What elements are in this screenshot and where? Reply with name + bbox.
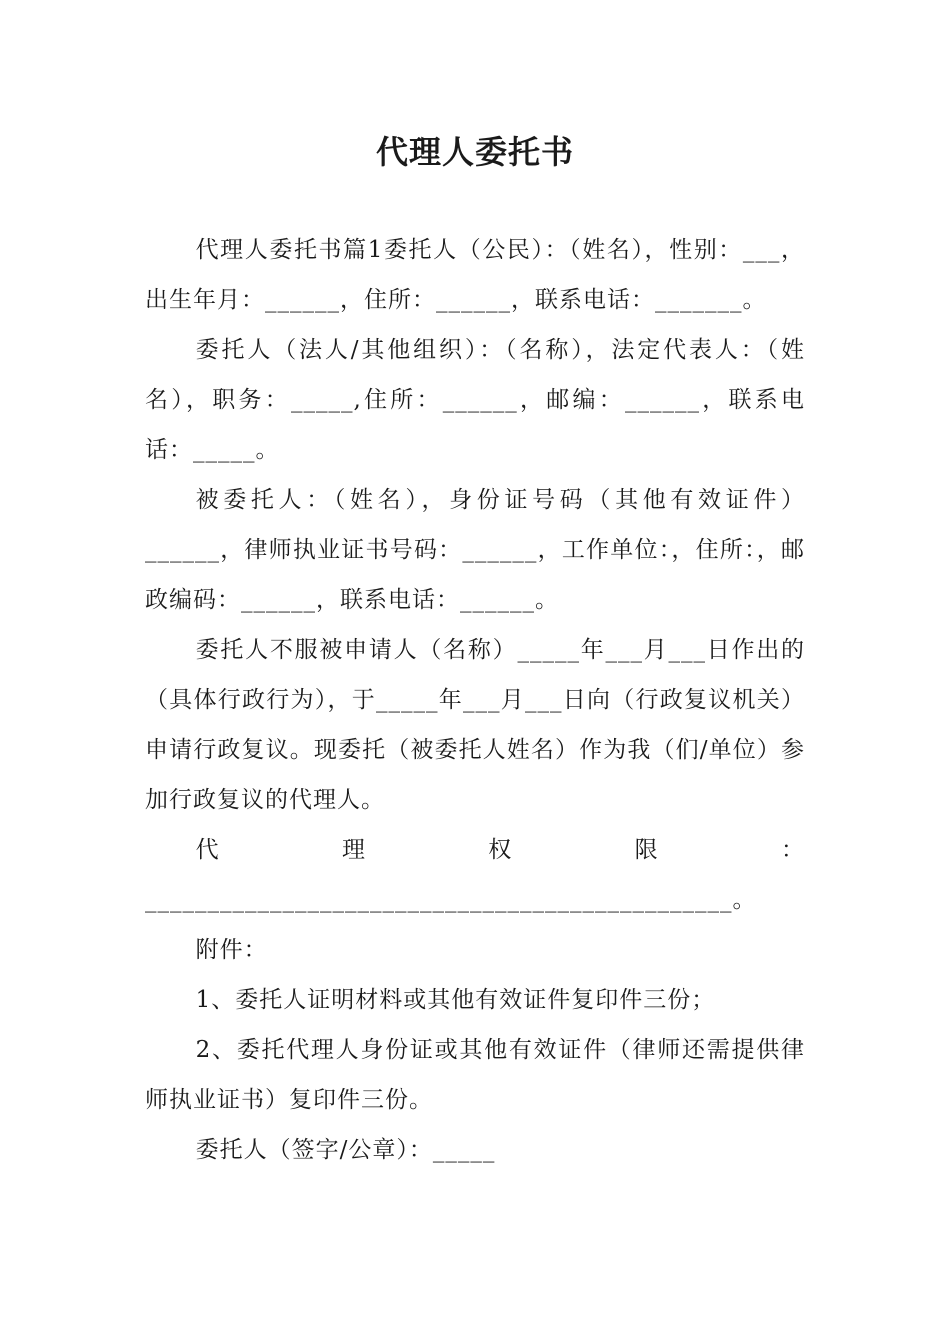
paragraph-attachments-heading: 附件： — [195, 937, 268, 963]
paragraph-entrustment: 委托人不服被申请人（名称）_____年___月___日作出的（具体行政行为），于_____年___月___日向（行政复议机关）申请行政复议。现委托（被委托人姓名）作为我（们/单位）参加行政复议的代理人。 — [145, 637, 805, 813]
paragraph-client-organization: 委托人（法人/其他组织）：（名称），法定代表人：（姓名），职务：_____,住所：______，邮编：______，联系电话：_____。 — [145, 337, 805, 463]
document-title: 代理人委托书 — [375, 133, 574, 171]
paragraph-agent: 被委托人：（姓名），身份证号码（其他有效证件）______，律师执业证书号码：______，工作单位：，住所：，邮政编码：______，联系电话：______。 — [145, 487, 805, 613]
paragraph-attachment-2: 2、委托代理人身份证或其他有效证件（律师还需提供律师执业证书）复印件三份。 — [145, 1037, 805, 1113]
paragraph-signature: 委托人（签字/公章）：_____ — [195, 1137, 496, 1163]
document-body — [145, 225, 805, 1175]
paragraph-client-citizen: 代理人委托书篇1委托人（公民）：（姓名），性别：___，出生年月：______，住所：______，联系电话：_______。 — [145, 237, 805, 313]
paragraph-attachment-1: 1、委托人证明材料或其他有效证件复印件三份； — [195, 987, 716, 1013]
paragraph-authority: 代理权限：_______________________________________________。 — [145, 837, 805, 913]
